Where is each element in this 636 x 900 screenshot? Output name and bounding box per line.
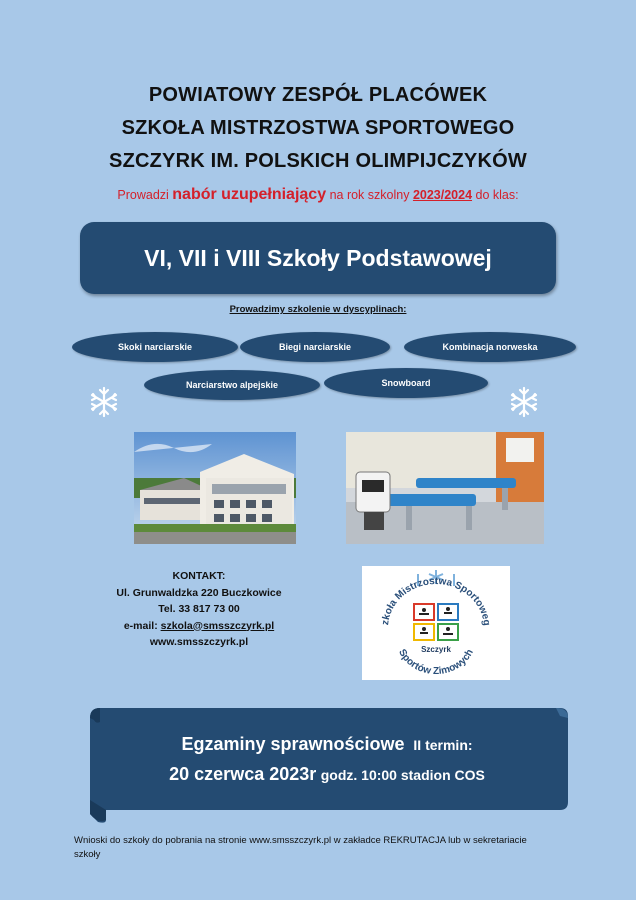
header-line-3: SZCZYRK IM. POLSKICH OLIMPIJCZYKÓW (109, 150, 527, 172)
subtitle-pre: Prowadzi (117, 188, 173, 202)
subtitle-year: 2023/2024 (412, 188, 473, 202)
exam-date: 20 czerwca 2023r (169, 764, 317, 784)
physiotherapy-room-photo (346, 432, 544, 544)
exam-title: Egzaminy sprawnościowe (181, 734, 405, 754)
school-logo (362, 566, 510, 680)
subtitle-bold: nabór uzupełniający (172, 186, 327, 203)
discipline-pill: Skoki narciarskie (72, 332, 238, 362)
disciplines-heading: Prowadzimy szkolenie w dyscyplinach: (229, 304, 407, 315)
contact-phone: Tel. 33 817 73 00 (158, 603, 240, 615)
exam-time: godz. 10:00 stadion COS (320, 767, 485, 783)
contact-block (88, 568, 310, 651)
exam-term: II termin: (413, 737, 473, 753)
classes-banner: VI, VII i VIII Szkoły Podstawowej (80, 222, 556, 294)
discipline-pill: Kombinacja norweska (404, 332, 576, 362)
subtitle-post: do klas: (472, 188, 519, 202)
school-logo-emblem (362, 566, 510, 680)
contact-heading: KONTAKT: (172, 570, 226, 582)
exam-line-1 (86, 734, 568, 755)
discipline-pill: Snowboard (324, 368, 488, 398)
exam-line-2 (86, 764, 568, 785)
discipline-pill: Biegi narciarskie (240, 332, 390, 362)
logo-arc-top: zkoła Mistrzostwa Sportoweg (380, 575, 492, 627)
header-line-1: POWIATOWY ZESPÓŁ PLACÓWEK (148, 84, 488, 106)
contact-website[interactable]: www.smsszczyrk.pl (149, 636, 249, 648)
footer-note: Wnioski do szkoły do pobrania na stronie www.smsszczyrk.pl w zakładce REKRUTACJA lub w sekretariacie szkoły (74, 835, 527, 860)
logo-center-text: Szczyrk (421, 645, 451, 654)
snowflake-icon (508, 386, 540, 418)
subtitle-mid: na rok szkolny (326, 188, 413, 202)
school-building-photo (134, 432, 296, 544)
contact-email-line (88, 618, 310, 635)
contact-address: Ul. Grunwaldzka 220 Buczkowice (116, 586, 282, 599)
email-link[interactable]: szkola@smsszczyrk.pl (160, 619, 275, 632)
logo-arc-bottom: Sportów Zimowych (396, 647, 476, 677)
snowflake-icon (88, 386, 120, 418)
header-line-2: SZKOŁA MISTRZOSTWA SPORTOWEGO (121, 117, 515, 139)
subtitle (0, 186, 636, 204)
email-label: e-mail: (123, 619, 161, 632)
discipline-pill: Narciarstwo alpejskie (144, 370, 320, 400)
